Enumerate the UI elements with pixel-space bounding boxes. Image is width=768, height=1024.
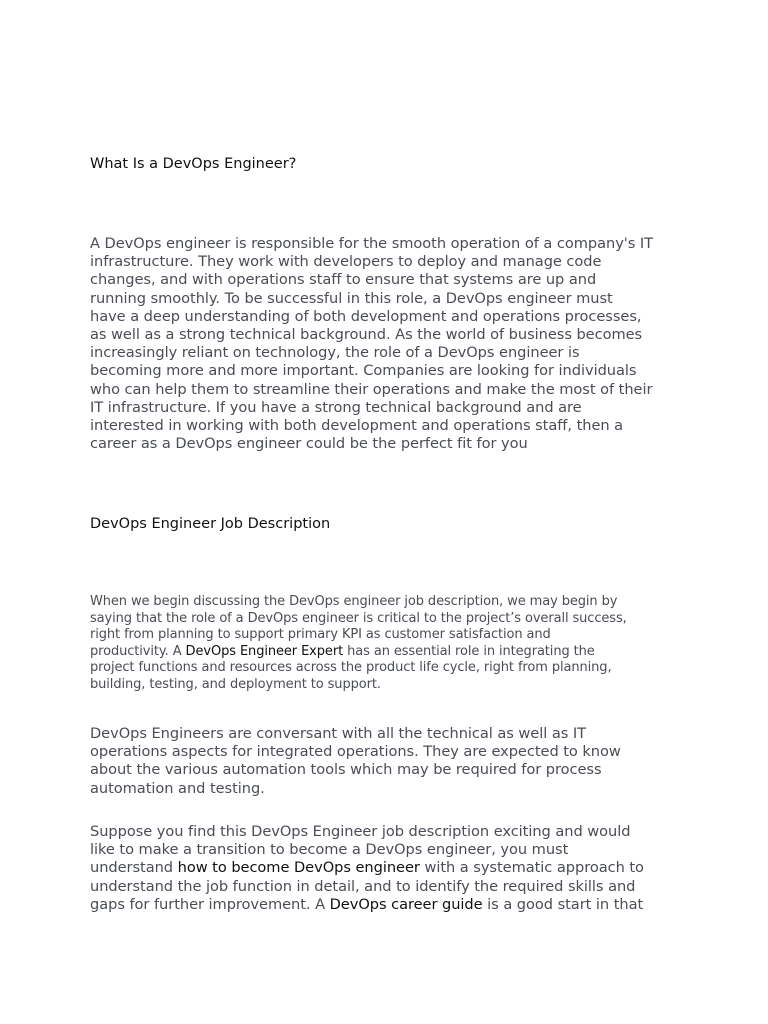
line: project functions and resources across the product life cycle, right from planning,: [90, 660, 612, 676]
line: who can help them to streamline their operations and make the most of their: [90, 380, 653, 398]
heading-what-is-devops: What Is a DevOps Engineer?: [90, 156, 297, 172]
line: Suppose you find this DevOps Engineer job description exciting and would: [90, 823, 631, 840]
line: like to make a transition to become a DevOps engineer, you must: [90, 841, 569, 859]
line: gaps for further improvement. A: [90, 895, 330, 913]
line: interested in working with both development and operations staff, then a: [90, 417, 624, 435]
devops-engineer-expert-link[interactable]: DevOps Engineer Expert: [185, 643, 344, 659]
paragraph-intro: [90, 235, 690, 453]
line: is a good start in that: [482, 895, 644, 913]
line: understand: [90, 859, 178, 877]
line: as well as a strong technical background. As the world of business becomes: [90, 326, 643, 344]
line: DevOps Engineers are conversant with all the technical as well as IT: [90, 725, 586, 742]
line: have a deep understanding of both development and operations processes,: [90, 307, 642, 325]
line: automation and testing.: [90, 779, 265, 797]
paragraph-job-description: [90, 594, 690, 694]
line: about the various automation tools which may be required for process: [90, 761, 602, 779]
line: changes, and with operations staff to ensure that systems are up and: [90, 271, 597, 289]
line: productivity. A: [90, 643, 186, 659]
line: A DevOps engineer is responsible for the smooth operation of a company's IT: [90, 235, 654, 252]
paragraph-conversant: [90, 725, 690, 798]
line: infrastructure. They work with developers to deploy and manage code: [90, 253, 602, 271]
line: building, testing, and deployment to support.: [90, 676, 381, 692]
how-to-become-devops-link[interactable]: how to become DevOps engineer: [177, 859, 420, 877]
paragraph-transition: [90, 823, 690, 914]
line: with a systematic approach to: [419, 859, 644, 877]
line: When we begin discussing the DevOps engineer job description, we may begin by: [90, 594, 618, 609]
line: operations aspects for integrated operations. They are expected to know: [90, 743, 621, 761]
line: saying that the role of a DevOps engineer is critical to the project’s overall success,: [90, 610, 627, 626]
devops-career-guide-link[interactable]: DevOps career guide: [329, 895, 483, 913]
line: increasingly reliant on technology, the role of a DevOps engineer is: [90, 344, 580, 362]
line: IT infrastructure. If you have a strong technical background and are: [90, 398, 582, 416]
line: running smoothly. To be successful in this role, a DevOps engineer must: [90, 289, 613, 307]
line: becoming more and more important. Companies are looking for individuals: [90, 362, 637, 380]
line: career as a DevOps engineer could be the perfect fit for you: [90, 435, 528, 453]
line: understand the job function in detail, and to identify the required skills and: [90, 877, 636, 895]
line: right from planning to support primary KPI as customer satisfaction and: [90, 627, 551, 643]
heading-job-description: DevOps Engineer Job Description: [90, 516, 331, 532]
line: has an essential role in integrating the: [343, 643, 595, 659]
